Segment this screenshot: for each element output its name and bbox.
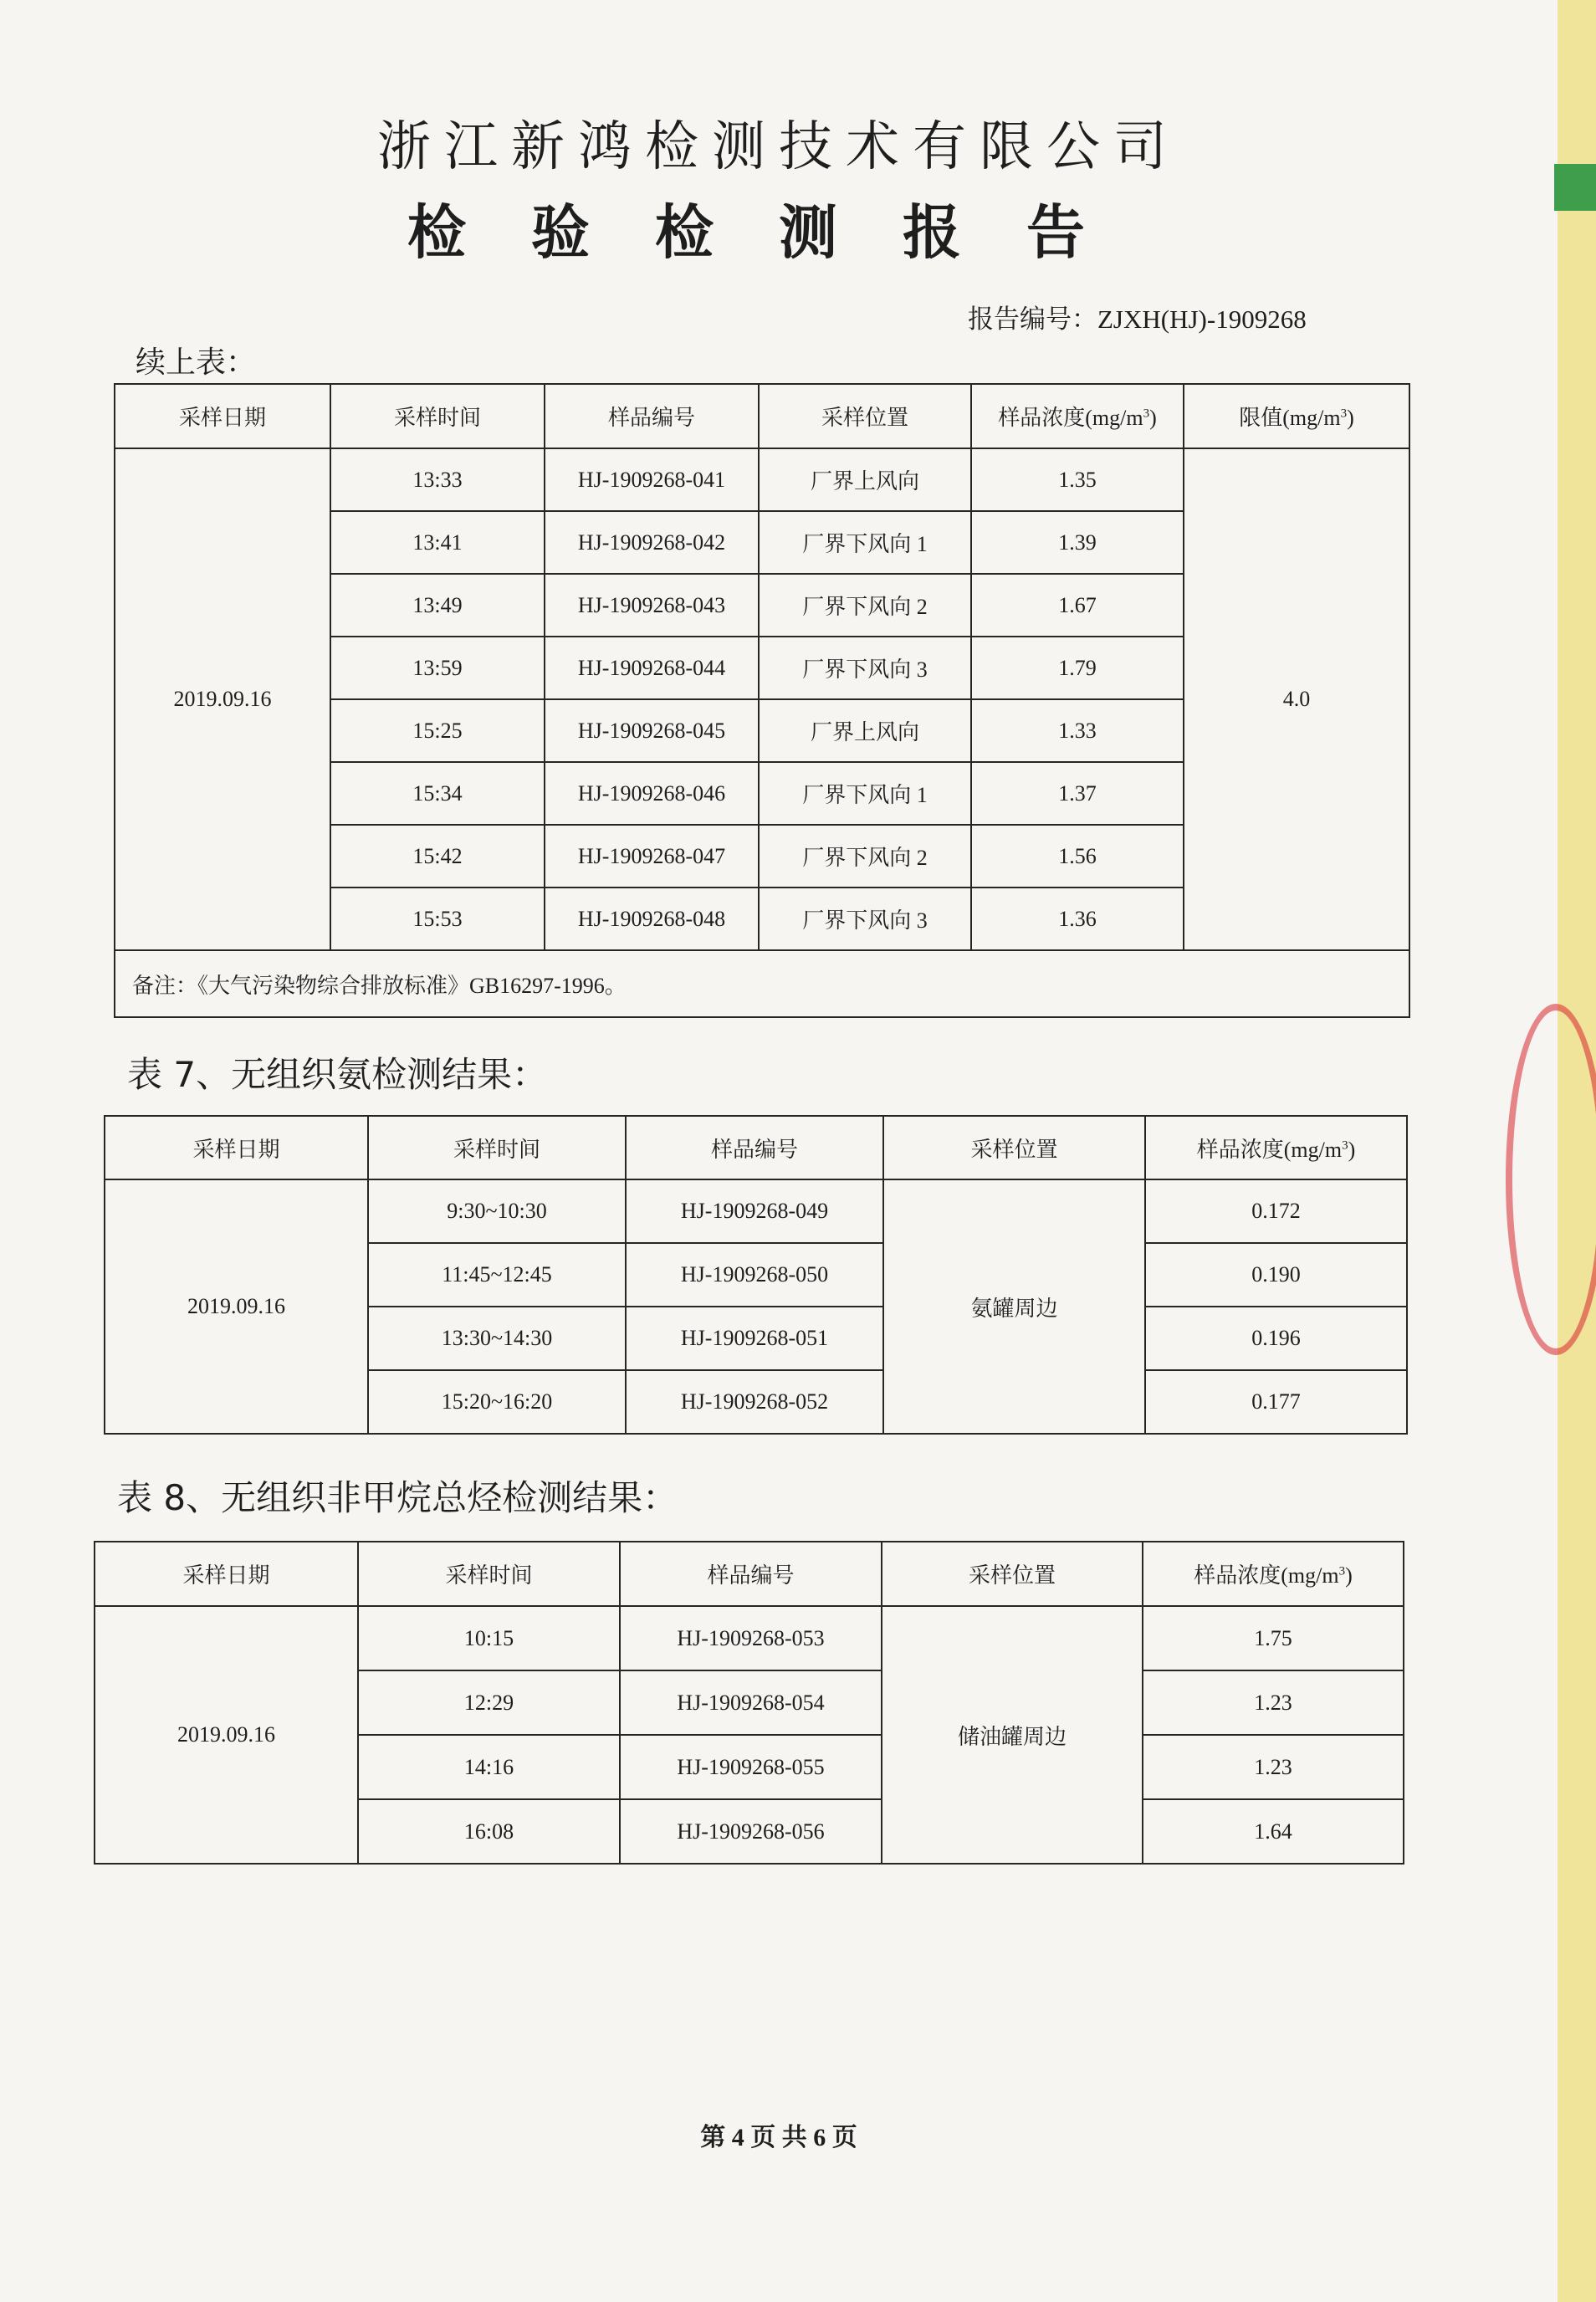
sampling-date-cell: 2019.09.16 [115, 448, 330, 950]
sample-id-cell: HJ-1909268-049 [626, 1179, 883, 1243]
concentration-cell: 1.64 [1143, 1799, 1404, 1864]
header-cell: 样品浓度$(mg/m^3)$ [1143, 1542, 1404, 1606]
time-cell: 13:33 [330, 448, 545, 511]
sample-id-cell: HJ-1909268-046 [545, 762, 759, 825]
concentration-cell: 1.79 [971, 637, 1184, 699]
time-cell: 13:59 [330, 637, 545, 699]
header-cell: 样品浓度$(mg/m^3)$ [1145, 1116, 1407, 1179]
concentration-cell: 1.36 [971, 888, 1184, 950]
position-cell: 厂界上风向 [759, 699, 971, 762]
position-cell: 厂界下风向 3 [759, 888, 971, 950]
concentration-cell: 1.33 [971, 699, 1184, 762]
concentration-cell: 0.172 [1145, 1179, 1407, 1243]
sample-id-cell: HJ-1909268-048 [545, 888, 759, 950]
header-cell: 采样时间 [358, 1542, 620, 1606]
table8-title: 表 8、无组织非甲烷总烃检测结果： [117, 1477, 678, 1518]
report-number-label: 报告编号： [968, 304, 1097, 334]
header-cell: 采样日期 [95, 1542, 358, 1606]
position-cell: 厂界下风向 2 [759, 825, 971, 888]
time-cell: 13:49 [330, 574, 545, 637]
red-seal-stamp [1506, 1004, 1596, 1355]
time-cell: 11:45~12:45 [368, 1243, 626, 1307]
sample-id-cell: HJ-1909268-054 [620, 1670, 882, 1735]
sample-id-cell: HJ-1909268-041 [545, 448, 759, 511]
time-cell: 16:08 [358, 1799, 620, 1864]
report-title: 检验检测报告 [407, 197, 1150, 267]
concentration-cell: 1.56 [971, 825, 1184, 888]
position-cell: 厂界上风向 [759, 448, 971, 511]
concentration-cell: 1.39 [971, 511, 1184, 574]
sample-id-cell: HJ-1909268-042 [545, 511, 759, 574]
continued-table-title: 续上表： [136, 345, 257, 380]
header-cell: 采样时间 [330, 384, 545, 448]
time-cell: 15:20~16:20 [368, 1370, 626, 1434]
table-header-row [95, 1542, 1404, 1606]
table7-title: 表 7、无组织氨检测结果： [127, 1054, 548, 1095]
report-number [968, 303, 1307, 336]
position-cell: 储油罐周边 [882, 1606, 1143, 1864]
concentration-cell: 0.177 [1145, 1370, 1407, 1434]
sample-id-cell: HJ-1909268-047 [545, 825, 759, 888]
header-cell: 采样位置 [759, 384, 971, 448]
concentration-cell: 1.35 [971, 448, 1184, 511]
table-row [95, 1606, 1404, 1670]
sampling-date-cell: 2019.09.16 [95, 1606, 358, 1864]
table-row [115, 448, 1409, 511]
sample-id-cell: HJ-1909268-044 [545, 637, 759, 699]
concentration-cell: 1.37 [971, 762, 1184, 825]
concentration-cell: 1.23 [1143, 1670, 1404, 1735]
remark-cell: 备注：《大气污染物综合排放标准》GB16297-1996。 [115, 950, 1409, 1017]
header-cell: 采样日期 [105, 1116, 368, 1179]
remark-row [115, 950, 1409, 1017]
sample-id-cell: HJ-1909268-056 [620, 1799, 882, 1864]
table-row [105, 1179, 1407, 1243]
header-cell: 采样日期 [115, 384, 330, 448]
sample-id-cell: HJ-1909268-052 [626, 1370, 883, 1434]
table-header-row [105, 1116, 1407, 1179]
header-cell: 样品编号 [620, 1542, 882, 1606]
continued-results-table [114, 383, 1410, 1018]
limit-cell: 4.0 [1184, 448, 1409, 950]
header-cell: 样品编号 [626, 1116, 883, 1179]
time-cell: 15:53 [330, 888, 545, 950]
header-cell: 样品编号 [545, 384, 759, 448]
sampling-date-cell: 2019.09.16 [105, 1179, 368, 1434]
sample-id-cell: HJ-1909268-055 [620, 1735, 882, 1799]
sample-id-cell: HJ-1909268-050 [626, 1243, 883, 1307]
sample-id-cell: HJ-1909268-053 [620, 1606, 882, 1670]
time-cell: 15:25 [330, 699, 545, 762]
concentration-cell: 0.196 [1145, 1307, 1407, 1370]
time-cell: 13:41 [330, 511, 545, 574]
header-cell: 采样位置 [882, 1542, 1143, 1606]
table-header-row [115, 384, 1409, 448]
header-cell: 采样时间 [368, 1116, 626, 1179]
position-cell: 氨罐周边 [883, 1179, 1145, 1434]
sample-id-cell: HJ-1909268-043 [545, 574, 759, 637]
header-cell: 样品浓度$(mg/m^3)$ [971, 384, 1184, 448]
time-cell: 12:29 [358, 1670, 620, 1735]
time-cell: 15:42 [330, 825, 545, 888]
position-cell: 厂界下风向 1 [759, 762, 971, 825]
page-footer: 第 4 页 共 6 页 [700, 2124, 857, 2151]
header-cell: 采样位置 [883, 1116, 1145, 1179]
folder-tab [1554, 164, 1596, 211]
time-cell: 13:30~14:30 [368, 1307, 626, 1370]
position-cell: 厂界下风向 3 [759, 637, 971, 699]
sample-id-cell: HJ-1909268-045 [545, 699, 759, 762]
concentration-cell: 1.23 [1143, 1735, 1404, 1799]
concentration-cell: 1.75 [1143, 1606, 1404, 1670]
time-cell: 10:15 [358, 1606, 620, 1670]
position-cell: 厂界下风向 1 [759, 511, 971, 574]
concentration-cell: 1.67 [971, 574, 1184, 637]
header-cell: 限值$(mg/m^3)$ [1184, 384, 1409, 448]
position-cell: 厂界下风向 2 [759, 574, 971, 637]
report-number-value: ZJXH(HJ)-1909268 [1097, 304, 1307, 334]
time-cell: 9:30~10:30 [368, 1179, 626, 1243]
nmhc-results-table [94, 1541, 1404, 1865]
time-cell: 14:16 [358, 1735, 620, 1799]
company-name: 浙江新鸿检测技术有限公司 [377, 116, 1180, 178]
ammonia-results-table [104, 1115, 1408, 1435]
sample-id-cell: HJ-1909268-051 [626, 1307, 883, 1370]
time-cell: 15:34 [330, 762, 545, 825]
concentration-cell: 0.190 [1145, 1243, 1407, 1307]
